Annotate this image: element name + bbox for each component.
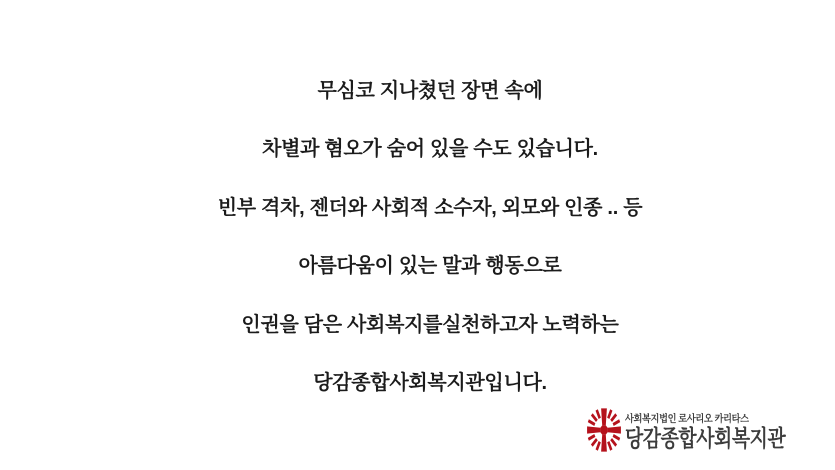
org-logo-text: [625, 410, 820, 450]
slide-text-line-5: 인권을 담은 사회복지를실천하고자 노력하는: [241, 313, 619, 336]
caritas-cross-icon: [586, 407, 622, 453]
org-logo: [586, 407, 820, 453]
slide-text-line-6: 당감종합사회복지관입니다.: [313, 372, 547, 395]
slide-text-line-1: 무심코 지나쳤던 장면 속에: [317, 79, 543, 102]
slide-text-line-3: 빈부 격차, 젠더와 사회적 소수자, 외모와 인종 .. 등: [217, 196, 643, 219]
org-subtitle: 사회복지법인 로사리오 카리타스: [624, 413, 749, 425]
slide-text-block: [0, 59, 835, 410]
org-name: 당감종합사회복지관: [624, 424, 785, 451]
slide-text-line-4: 아름다움이 있는 말과 행동으로: [298, 255, 562, 278]
slide-text-line-2: 차별과 혐오가 숨어 있을 수도 있습니다.: [262, 138, 598, 161]
